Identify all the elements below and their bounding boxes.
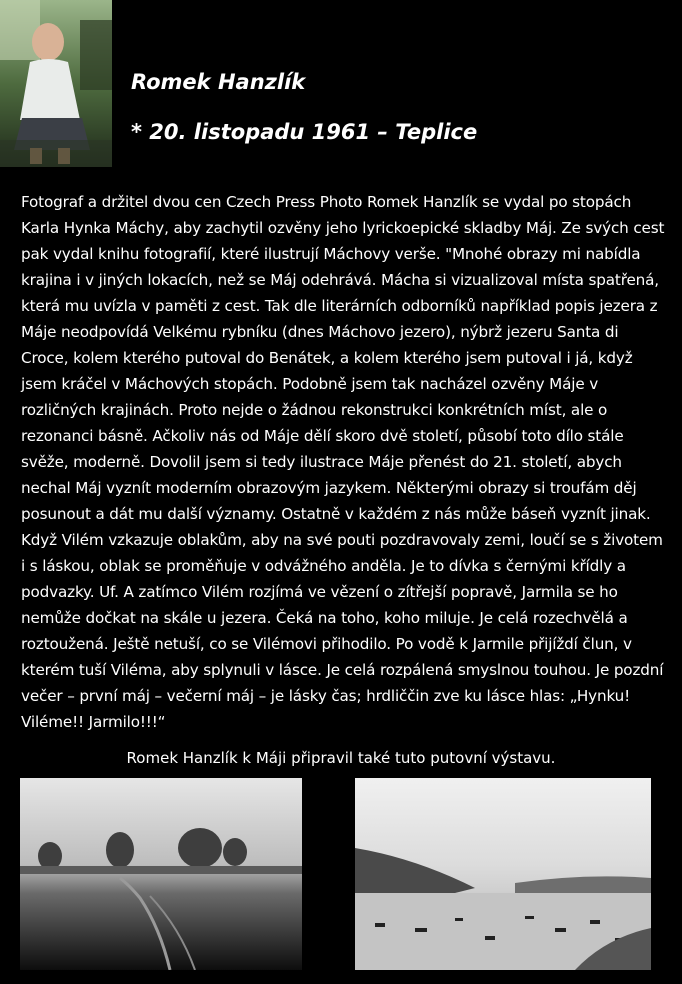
biography-text: Fotograf a držitel dvou cen Czech Press Photo Romek Hanzlík se vydal po stopách Karla Hynka Máchy, aby zachytil ozvěny jeho lyrickoepické skladby Máj. Ze svých cest pak vydal knihu fotografií, které ilustrují Máchovy verše. "Mnohé obrazy mi nabídla krajina i v jiných lokacích, než se Máj odehrává. Mácha si vizualizoval místa spatřená, která mu uvízla v paměti z cest. Tak dle literárních odborníků například popis jezera z Máje neodpovídá Velkému rybníku (dnes Máchovo jezero), nýbrž jezeru Santa di Croce, kolem kterého putoval do Benátek, a kolem kterého jsem putoval i já, když jsem kráčel v Máchových stopách. Podobně jsem tak nacházel ozvěny Máje v rozličných krajinách. Proto nejde o žádnou rekonstrukci konkrétních míst, ale o rezonanci básně. Ačkoliv nás od Máje dělí skoro dvě století, působí toto dílo stále svěže, moderně. Dovolil jsem si tedy ilustrace Máje přenést do 21. století, abych nechal Máj vyznít moderním obrazovým jazykem. Některými obrazy si troufám děj posunout a dát mu další významy. Ostatně v každém z nás může báseň vyznít jinak. Když Vilém vzkazuje oblakům, aby na své pouti pozdravovaly zemi, loučí se s životem i s láskou, oblak se proměňuje v odvážného anděla. Je to dívka s černými křídly a podvazky. Uf. A zatímco Vilém rozjímá ve vězení o zítřejší popravě, Jarmila se ho nemůže dočkat na skále u jezera. Čeká na toho, koho miluje. Je celá rozechvělá a roztoužená. Ještě netuší, co se Vilémovi přihodilo. Po vodě k Jarmile přijíždí člun, v kterém tuší Viléma, aby splynuli v lásce. Je celá rozpálená smyslnou touhou. Je pozdní večer – první máj – večerní máj – je lásky čas; hrdliččin zve ku lásce hlas: „Hynku! Viléme!! Jarmilo!!!“ bbox=[21, 193, 665, 731]
author-portrait bbox=[0, 0, 112, 167]
exhibition-caption: Romek Hanzlík k Máji připravil také tuto putovní výstavu. bbox=[126, 749, 556, 767]
author-birth: * 20. listopadu 1961 – Teplice bbox=[131, 120, 478, 144]
author-name: Romek Hanzlík bbox=[131, 70, 306, 94]
foggy-landscape-photo bbox=[20, 778, 302, 970]
lake-with-boats-photo bbox=[355, 778, 651, 970]
